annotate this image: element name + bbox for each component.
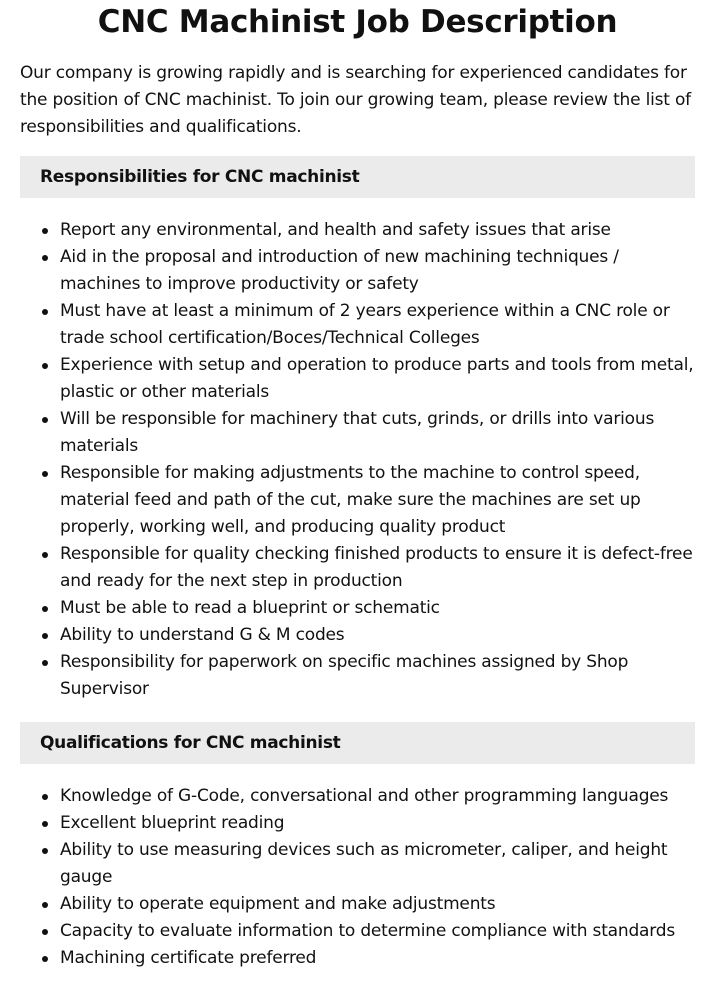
responsibilities-heading: Responsibilities for CNC machinist xyxy=(20,156,695,198)
list-item: Must have at least a minimum of 2 years experience within a CNC role or trade school certification/Boces/Technical Colleges xyxy=(20,298,696,352)
list-item: Knowledge of G-Code, conversational and other programming languages xyxy=(20,783,696,810)
list-item: Excellent blueprint reading xyxy=(20,810,696,837)
list-item: Will be responsible for machinery that cuts, grinds, or drills into various materials xyxy=(20,406,696,460)
list-item: Must be able to read a blueprint or schematic xyxy=(20,595,696,622)
intro-paragraph: Our company is growing rapidly and is searching for experienced candidates for the position of CNC machinist. To join our growing team, please review the list of responsibilities and qualifications. xyxy=(20,63,691,137)
list-item: Machining certificate preferred xyxy=(20,945,696,972)
page-title: CNC Machinist Job Description xyxy=(97,4,618,40)
list-item: Ability to use measuring devices such as micrometer, caliper, and height gauge xyxy=(20,837,696,891)
list-item: Responsible for making adjustments to the machine to control speed, material feed and path of the cut, make sure the machines are set up properly, working well, and producing quality product xyxy=(20,460,696,541)
qualifications-list xyxy=(20,783,696,972)
list-item: Responsible for quality checking finished products to ensure it is defect-free and ready for the next step in production xyxy=(20,541,696,595)
list-item: Capacity to evaluate information to determine compliance with standards xyxy=(20,918,696,945)
responsibilities-list xyxy=(20,217,696,703)
list-item: Ability to operate equipment and make adjustments xyxy=(20,891,696,918)
qualifications-heading: Qualifications for CNC machinist xyxy=(20,722,695,764)
list-item: Ability to understand G & M codes xyxy=(20,622,696,649)
list-item: Responsibility for paperwork on specific machines assigned by Shop Supervisor xyxy=(20,649,696,703)
list-item: Report any environmental, and health and safety issues that arise xyxy=(20,217,696,244)
list-item: Aid in the proposal and introduction of new machining techniques / machines to improve productivity or safety xyxy=(20,244,696,298)
list-item: Experience with setup and operation to produce parts and tools from metal, plastic or other materials xyxy=(20,352,696,406)
